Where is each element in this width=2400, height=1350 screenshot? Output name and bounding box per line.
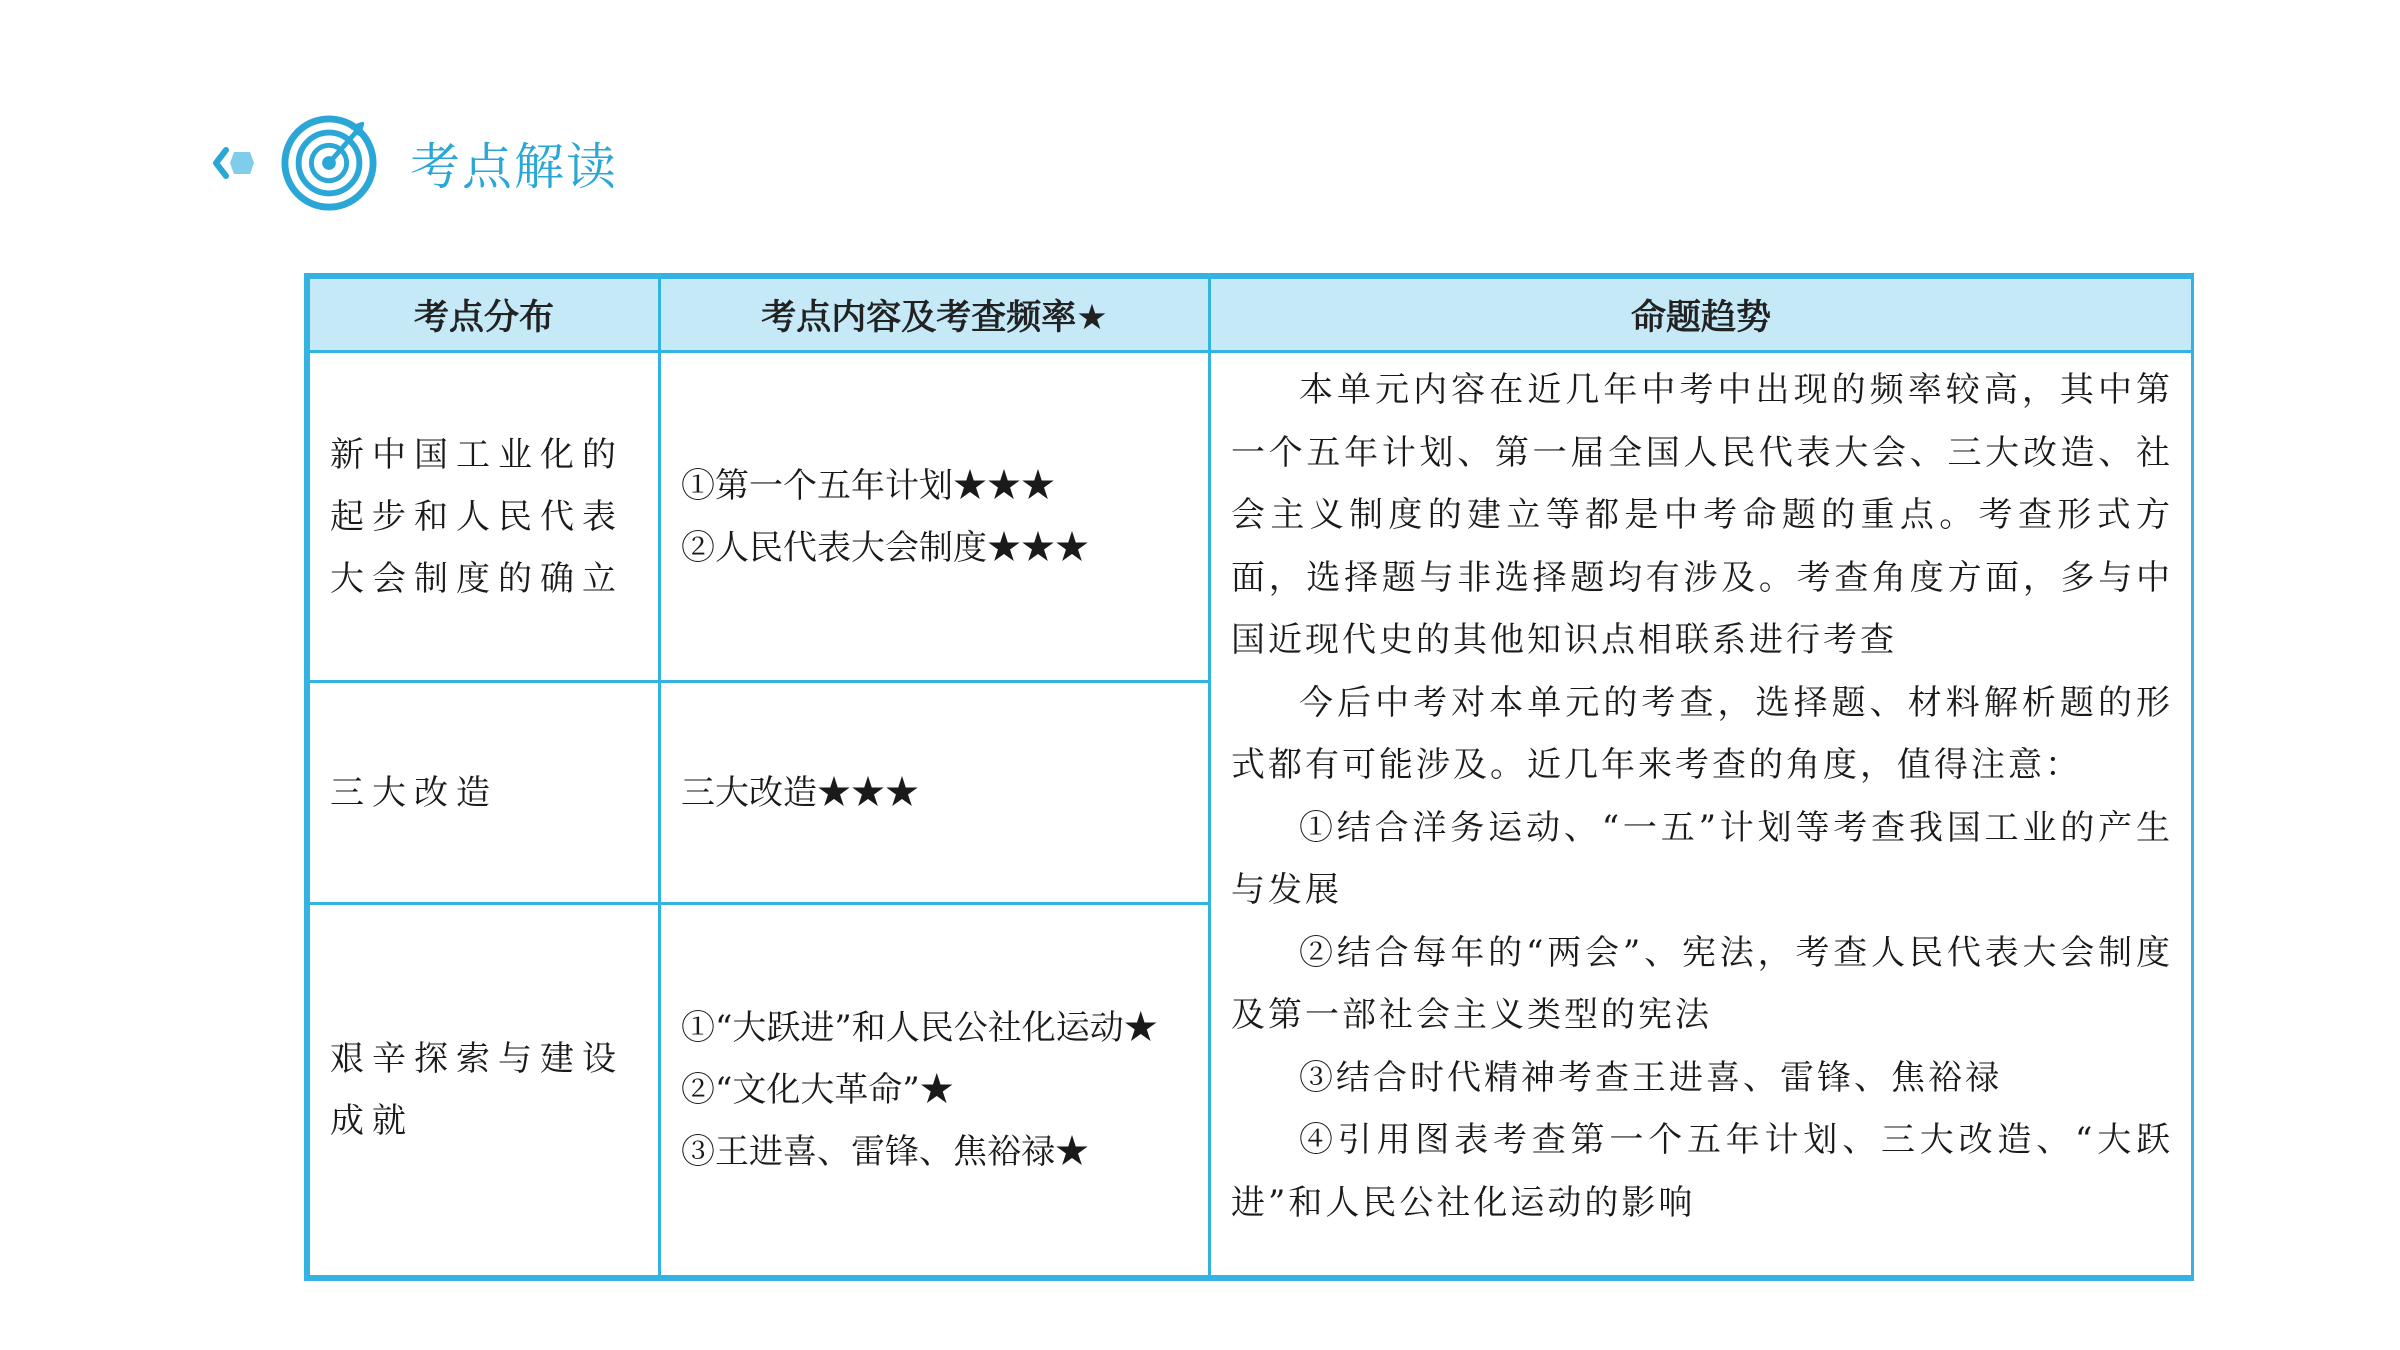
content-cell: [660, 682, 1210, 904]
table-row: [309, 352, 2193, 682]
content-cell: [660, 904, 1210, 1277]
distribution-cell: 艰辛探索与建设成就: [309, 904, 660, 1277]
table-header-row: [309, 278, 2193, 352]
trend-paragraph: ④引用图表考查第一个五年计划、三大改造、“大跃进”和人民公社化运动的影响: [1231, 1120, 2173, 1223]
content-cell: [660, 352, 1210, 682]
header-content-frequency: 考点内容及考查频率★: [660, 278, 1210, 352]
header-distribution: 考点分布: [309, 278, 660, 352]
distribution-cell: 三大改造: [309, 682, 660, 904]
trend-cell: [1210, 352, 2193, 1277]
trend-paragraph: 本单元内容在近几年中考中出现的频率较高，其中第一个五年计划、第一届全国人民代表大会、三大改造、社会主义制度的建立等都是中考命题的重点。考查形式方面，选择题与非选择题均有涉及。考查角度方面，多与中国近现代史的其他知识点相联系进行考查: [1231, 370, 2173, 660]
header-trend: 命题趋势: [1210, 278, 2193, 352]
target-icon: [280, 114, 378, 212]
content-item: ②人民代表大会制度★★★: [681, 527, 1089, 568]
content-item: ③王进喜、雷锋、焦裕禄★: [681, 1132, 1089, 1172]
section-title: 考点解读: [410, 137, 618, 196]
trend-paragraph: ②结合每年的“两会”、宪法，考查人民代表大会制度及第一部社会主义类型的宪法: [1231, 932, 2173, 1035]
content-item: 三大改造★★★: [681, 772, 919, 813]
trend-paragraph: ①结合洋务运动、“一五”计划等考查我国工业的产生与发展: [1231, 807, 2173, 910]
section-header: [212, 110, 618, 215]
trend-paragraph: 今后中考对本单元的考查，选择题、材料解析题的形式都有可能涉及。近几年来考查的角度，值得注意：: [1231, 682, 2173, 785]
distribution-cell: 新中国工业化的起步和人民代表大会制度的确立: [309, 352, 660, 682]
content-item: ②“文化大革命”★: [681, 1070, 954, 1110]
trend-paragraph: ③结合时代精神考查王进喜、雷锋、焦裕禄: [1299, 1057, 2002, 1098]
double-chevron-left-icon: [212, 146, 256, 180]
exam-points-table: [304, 273, 2194, 1281]
content-item: ①第一个五年计划★★★: [681, 465, 1055, 506]
content-item: ①“大跃进”和人民公社化运动★: [681, 1008, 1158, 1048]
